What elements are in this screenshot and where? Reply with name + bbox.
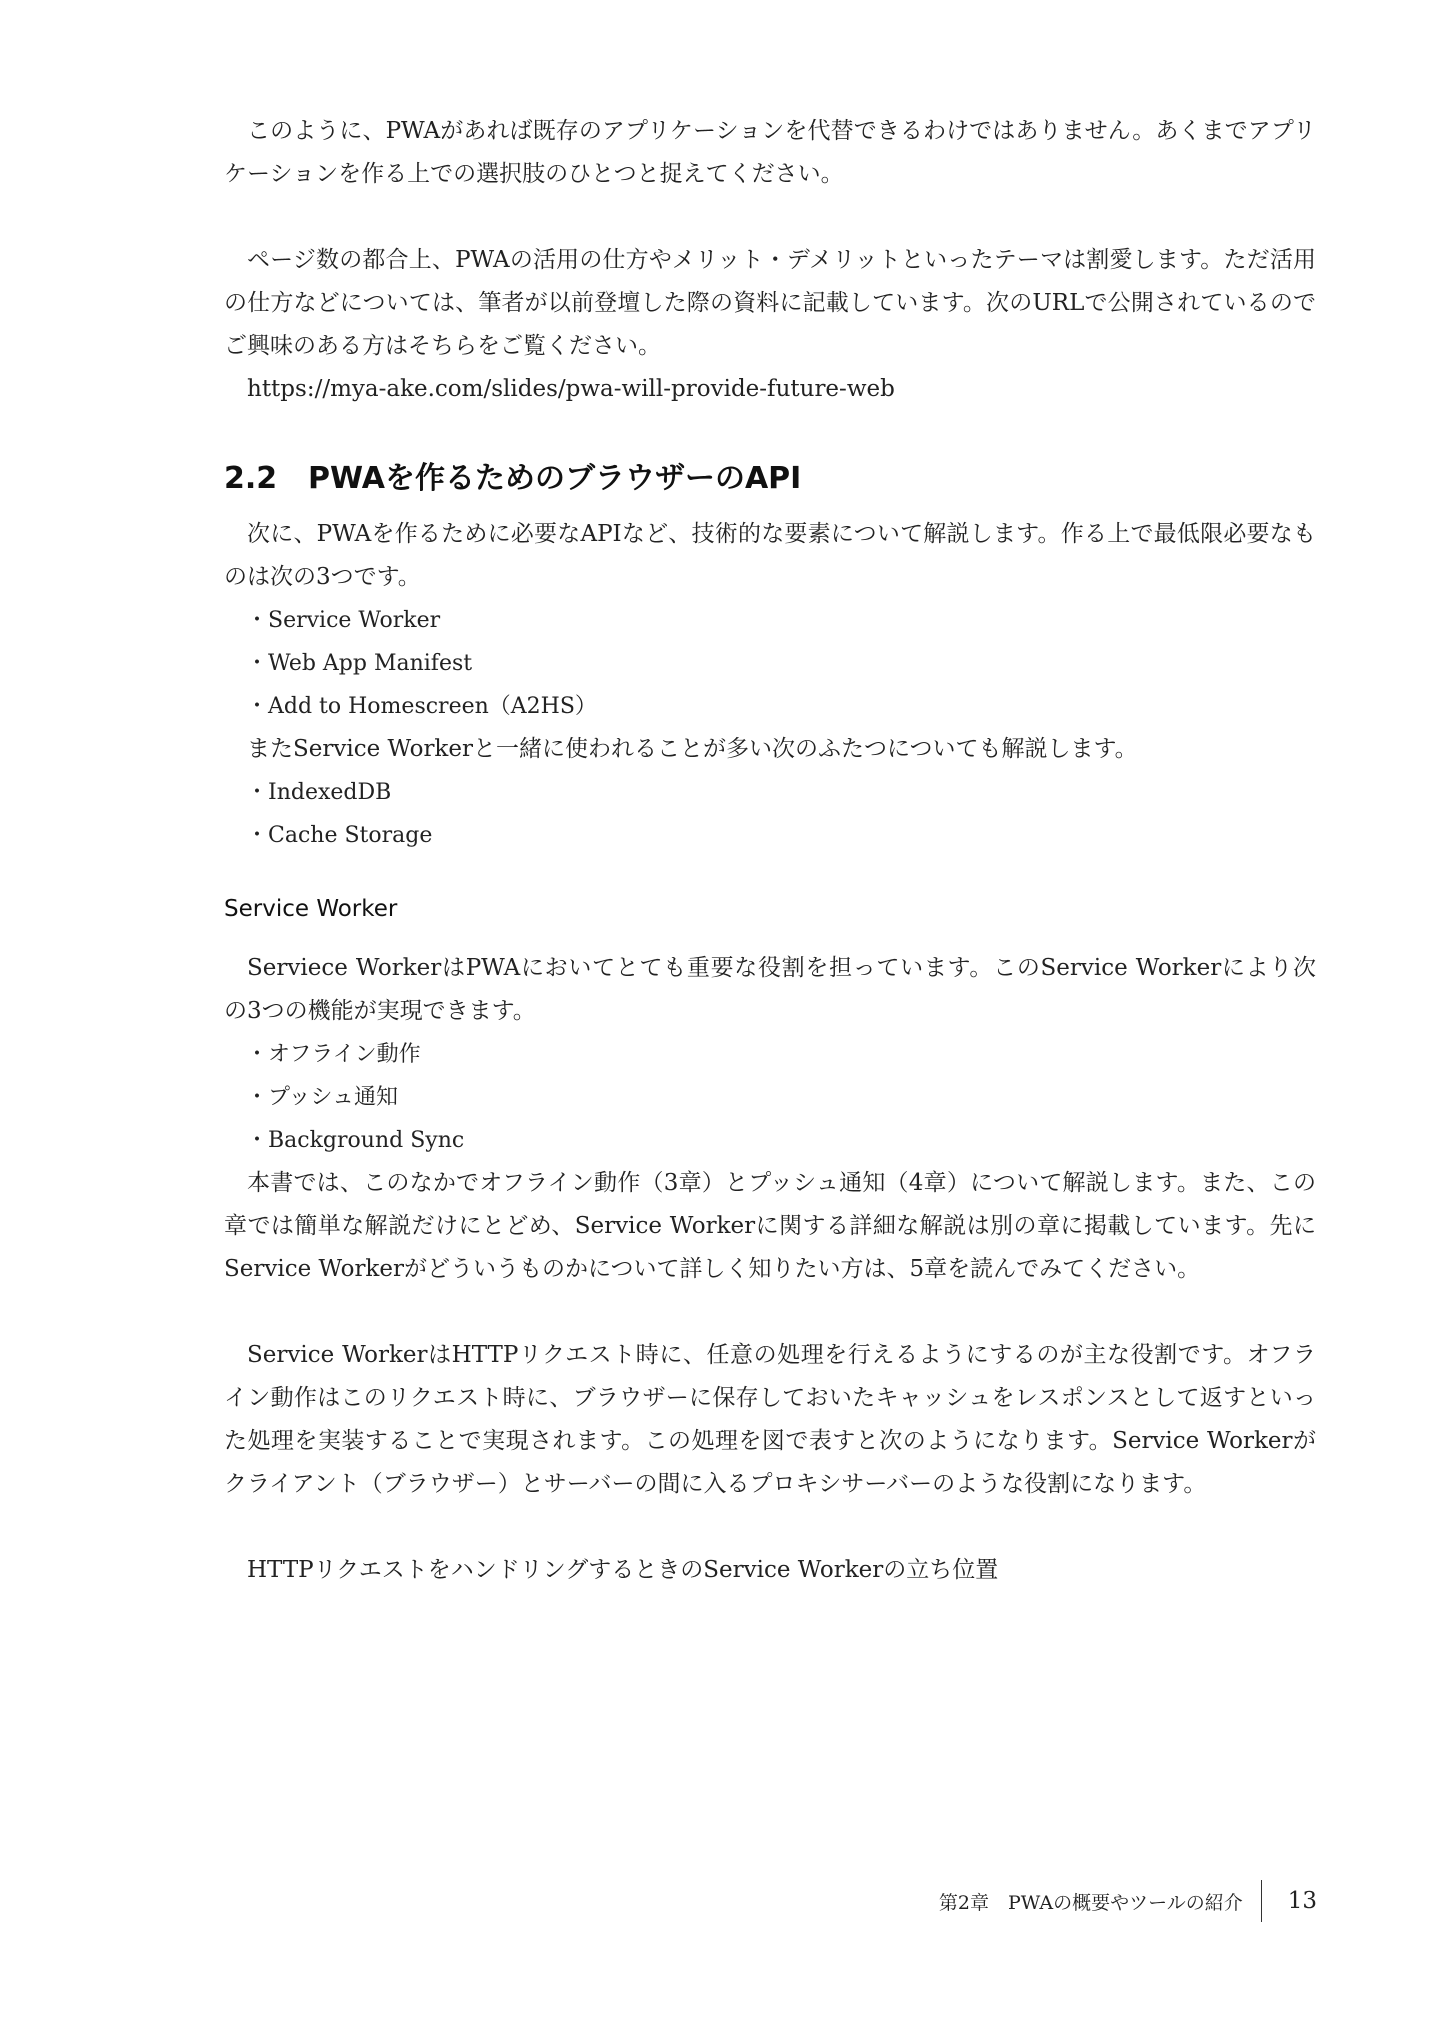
footer-divider: [1261, 1880, 1262, 1922]
list-item: ・Service Worker: [246, 608, 441, 633]
list-item: ・Background Sync: [246, 1128, 465, 1153]
section-number: 2.2: [224, 461, 278, 496]
paragraph-spacer: [224, 1506, 1316, 1549]
list-item: ・Add to Homescreen（A2HS）: [246, 694, 597, 719]
list-item: ・オフライン動作: [246, 1042, 421, 1067]
section-heading: [224, 455, 1316, 503]
figure-caption: HTTPリクエストをハンドリングするときのService Workerの立ち位置: [247, 1557, 999, 1583]
section-also-text: またService Workerと一緒に使われることが多い次のふたつについても解説します。: [247, 736, 1138, 762]
intro-paragraph-2: ページ数の都合上、PWAの活用の仕方やメリット・デメリットといったテーマは割愛します。ただ活用の仕方などについては、筆者が以前登壇した際の資料に記載しています。次のURLで公開されているのでご興味のある方はそちらをご覧ください。: [224, 247, 1316, 359]
page-body: [224, 110, 1316, 1592]
paragraph-spacer: [224, 1291, 1316, 1334]
subsection-heading: Service Worker: [224, 896, 398, 922]
section-intro: 次に、PWAを作るために必要なAPIなど、技術的な要素について解説します。作る上で最低限必要なものは次の3つです。: [224, 521, 1316, 590]
running-footer: [939, 1880, 1317, 1922]
footer-chapter: 第2章 PWAの概要やツールの紹介: [938, 1891, 1243, 1914]
list-item: ・プッシュ通知: [246, 1085, 399, 1110]
slides-url: https://mya-ake.com/slides/pwa-will-provide-future-web: [247, 376, 895, 402]
list-item: ・Cache Storage: [246, 823, 433, 848]
subsection-paragraph-1: Serviece WorkerはPWAにおいてとても重要な役割を担っています。このService Workerにより次の3つの機能が実現できます。: [224, 955, 1316, 1024]
intro-paragraph-1: このように、PWAがあれば既存のアプリケーションを代替できるわけではありません。あくまでアプリケーションを作る上での選択肢のひとつと捉えてください。: [224, 118, 1316, 187]
list-item: ・Web App Manifest: [246, 651, 473, 676]
list-item: ・IndexedDB: [246, 780, 392, 805]
section-title: PWAを作るためのブラウザーのAPI: [308, 461, 802, 496]
subsection-paragraph-2: 本書では、このなかでオフライン動作（3章）とプッシュ通知（4章）について解説します。また、この章では簡単な解説だけにとどめ、Service Workerに関する詳細な解説は別の章に掲載しています。先にService Workerがどういうものかについて詳しく知りたい方は、5章を読んでみてください。: [224, 1170, 1316, 1282]
paragraph-spacer: [224, 196, 1316, 239]
subsection-paragraph-3: Service WorkerはHTTPリクエスト時に、任意の処理を行えるようにするのが主な役割です。オフライン動作はこのリクエスト時に、ブラウザーに保存しておいたキャッシュをレスポンスとして返すといった処理を実装することで実現されます。この処理を図で表すと次のようになります。Service Workerがクライアント（ブラウザー）とサーバーの間に入るプロキシサーバーのような役割になります。: [224, 1342, 1316, 1497]
page-number: 13: [1287, 1888, 1317, 1914]
